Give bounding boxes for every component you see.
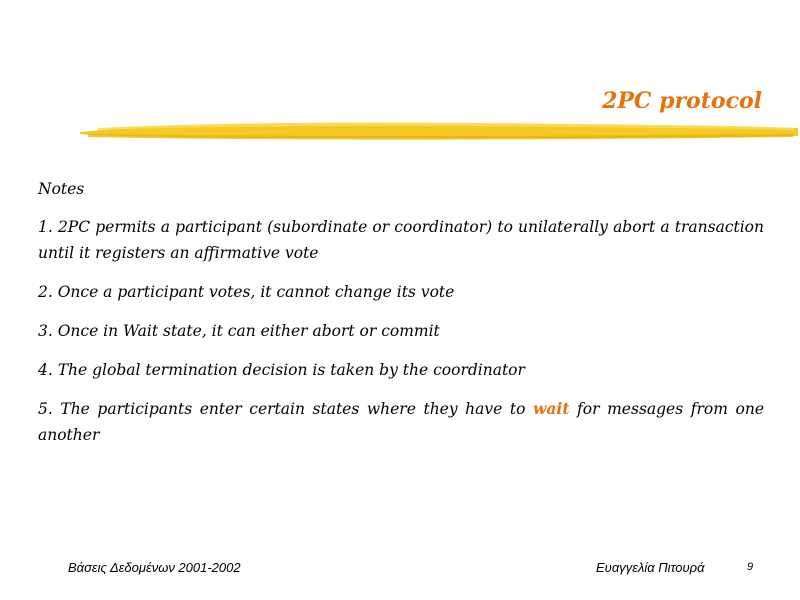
- notes-content: [38, 176, 764, 461]
- page-number: 9: [747, 561, 754, 573]
- note-item-2: 2. Once a participant votes, it cannot change its vote: [38, 283, 455, 301]
- note-item-5-before: 5. The participants enter certain states where they have to: [38, 400, 534, 418]
- note-item-5: [38, 396, 764, 448]
- note-item-3: 3. Once in Wait state, it can either abort or commit: [38, 322, 440, 340]
- title-underline-brushstroke: [78, 112, 800, 148]
- note-item-4: 4. The global termination decision is taken by the coordinator: [38, 361, 525, 379]
- slide-title: 2PC protocol: [602, 88, 762, 114]
- note-item-1: 1. 2PC permits a participant (subordinate or coordinator) to unilaterally abort a transaction until it registers an affirmative vote: [38, 218, 764, 262]
- note-item-5-after: for messages from one another: [38, 400, 764, 444]
- notes-heading: Notes: [38, 180, 85, 198]
- footer-course: Βάσεις Δεδομένων 2001-2002: [68, 560, 241, 575]
- footer-author: Ευαγγελία Πιτουρά: [596, 560, 705, 575]
- wait-highlight: wait: [533, 399, 570, 418]
